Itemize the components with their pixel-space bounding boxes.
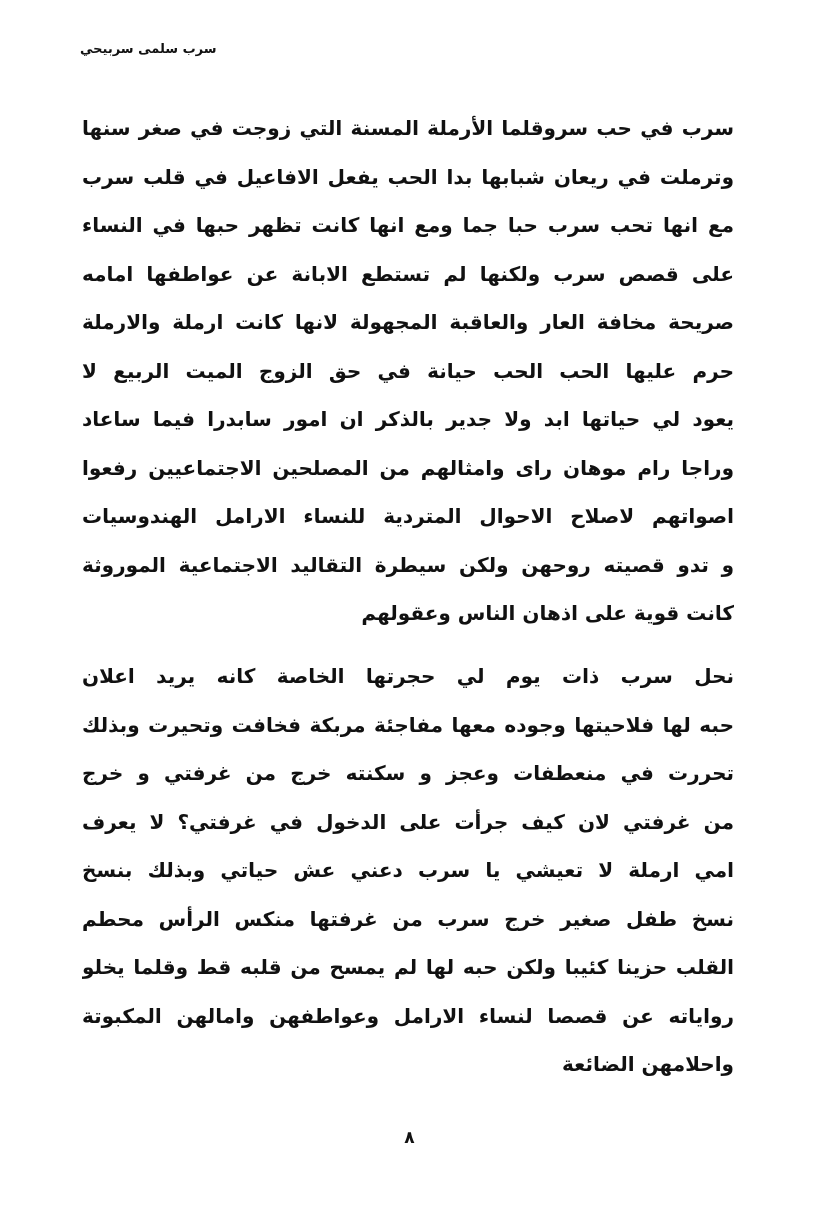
text-line: على قصص سرب ولكنها لم تستطع الابانة عن عواطفها امامه xyxy=(82,261,734,286)
text-line: رواياته عن قصصا لنساء الارامل وعواطفهن وامالهن المكبوتة xyxy=(82,1003,734,1028)
text-line: القلب حزينا كئيبا ولكن حبه لها لم يمسح من قلبه قط وقلما يخلو xyxy=(82,955,734,979)
text-line: سرب في حب سروقلما الأرملة المسنة التي زوجت في صغر سنها xyxy=(82,116,734,140)
text-line: واحلامهن الضائعة xyxy=(562,1052,734,1076)
page-number: ٨ xyxy=(404,1128,415,1148)
text-line: امي ارملة لا تعيشي يا سرب دعني عش حياتي وبذلك بنسخ xyxy=(82,858,734,882)
text-line: مع انها تحب سرب حبا جما ومع انها كانت تظهر حبها في النساء xyxy=(82,213,734,237)
text-line: كانت قوية على اذهان الناس وعقولهم xyxy=(361,601,734,625)
running-header: سرب سلمى سربيحي xyxy=(80,42,217,57)
text-line: صريحة مخافة العار والعاقبة المجهولة لانها كانت ارملة والارملة xyxy=(82,310,734,334)
text-line: وترملت في ريعان شبابها بدا الحب يفعل الافاعيل في قلب سرب xyxy=(82,164,734,189)
text-line: نحل سرب ذات يوم لي حجرتها الخاصة كانه يريد اعلان xyxy=(82,664,734,688)
text-line: من غرفتي لان كيف جرأت على الدخول في غرفتي؟ لا يعرف xyxy=(82,809,734,834)
text-line: نسخ طفل صغير خرج سرب من غرفتها منكس الرأس محطم xyxy=(82,906,734,931)
text-line: وراجا رام موهان راى وامثالهم من المصلحين الاجتماعيين رفعوا xyxy=(82,455,734,480)
text-line: حبه لها فلاحيتها وجوده معها مفاجئة مربكة فخافت وتحيرت وبذلك xyxy=(82,712,734,737)
text-line: اصواتهم لاصلاح الاحوال المتردية للنساء الارامل الهندوسيات xyxy=(82,504,734,528)
text-line: يعود لي حياتها ابد ولا جدير بالذكر ان امور سابدرا فيما ساعاد xyxy=(82,407,734,431)
text-line: حرم عليها الحب الحب حيانة في حق الزوج الميت الربيع لا xyxy=(82,358,734,383)
text-line: و تدو قصيته روحهن ولكن سيطرة التقاليد الاجتماعية الموروثة xyxy=(82,552,734,577)
paragraph-1 xyxy=(82,104,734,638)
paragraph-2 xyxy=(82,652,734,1089)
text-line: تحررت في منعطفات وعجز و سكنته خرج من غرفتي و خرج xyxy=(82,761,734,785)
